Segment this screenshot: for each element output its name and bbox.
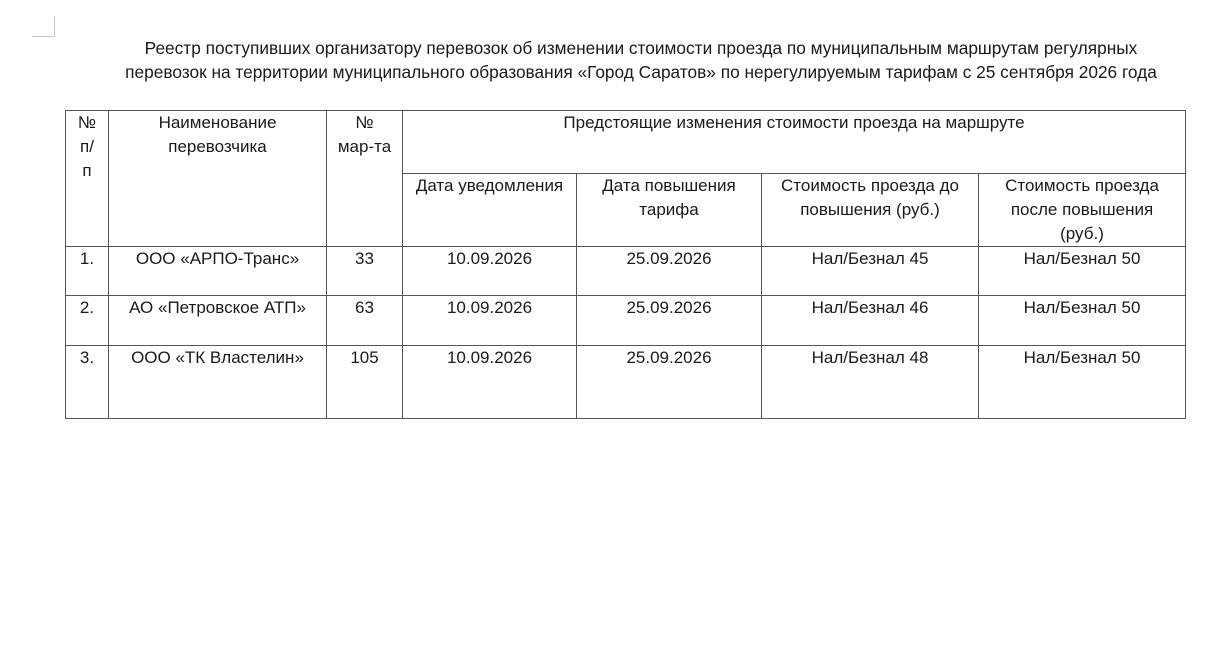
cell-raise-date: 25.09.2026 (577, 346, 762, 419)
cell-notice-date: 10.09.2026 (403, 296, 577, 346)
cell-price-after: Нал/Безнал 50 (979, 247, 1186, 296)
header-route-number (327, 111, 403, 247)
document-title-line-2: перевозок на территории муниципального образования «Город Саратов» по нерегулируемым тарифам с 25 сентября 2026 года (125, 62, 1157, 82)
cell-row-number: 1. (66, 247, 109, 296)
page-margin-corner-mark (32, 16, 55, 37)
cell-raise-date: 25.09.2026 (577, 247, 762, 296)
cell-notice-date: 10.09.2026 (403, 346, 577, 419)
header-row-number-line-3: п (82, 161, 92, 180)
header-carrier-line-2: перевозчика (168, 137, 267, 156)
header-raise-date (577, 174, 762, 247)
cell-carrier-name: АО «Петровское АТП» (109, 296, 327, 346)
fare-change-registry-table (65, 110, 1186, 419)
header-raise-date-line-2: тарифа (639, 200, 699, 219)
table-row (66, 247, 1186, 296)
table-row (66, 346, 1186, 419)
header-notice-date: Дата уведомления (403, 174, 577, 247)
header-upcoming-fare-changes: Предстоящие изменения стоимости проезда на маршруте (403, 111, 1186, 174)
cell-raise-date: 25.09.2026 (577, 296, 762, 346)
header-raise-date-line-1: Дата повышения (602, 176, 736, 195)
cell-route-number: 105 (327, 346, 403, 419)
cell-price-after: Нал/Безнал 50 (979, 346, 1186, 419)
cell-row-number: 2. (66, 296, 109, 346)
document-title (62, 36, 1220, 84)
cell-carrier-name: ООО «АРПО-Транс» (109, 247, 327, 296)
header-row-number-line-2: п/ (80, 137, 94, 156)
cell-notice-date: 10.09.2026 (403, 247, 577, 296)
header-price-before (762, 174, 979, 247)
cell-row-number: 3. (66, 346, 109, 419)
header-row-number-line-1: № (77, 113, 97, 132)
header-price-before-line-1: Стоимость проезда до (781, 176, 959, 195)
cell-price-before: Нал/Безнал 46 (762, 296, 979, 346)
cell-route-number: 63 (327, 296, 403, 346)
cell-route-number: 33 (327, 247, 403, 296)
header-route-line-2: мар-та (337, 137, 392, 156)
cell-price-before: Нал/Безнал 45 (762, 247, 979, 296)
cell-carrier-name: ООО «ТК Властелин» (109, 346, 327, 419)
header-price-before-line-2: повышения (руб.) (800, 200, 940, 219)
document-title-line-1: Реестр поступивших организатору перевозок об изменении стоимости проезда по муниципальным маршрутам регулярных (144, 38, 1138, 58)
cell-price-before: Нал/Безнал 48 (762, 346, 979, 419)
header-price-after-line-1: Стоимость проезда (1005, 176, 1159, 195)
header-carrier-name (109, 111, 327, 247)
header-price-after (979, 174, 1186, 247)
table-header-row-1 (66, 111, 1186, 174)
table-row (66, 296, 1186, 346)
header-carrier-line-1: Наименование (158, 113, 277, 132)
header-route-line-1: № (355, 113, 374, 132)
header-row-number (66, 111, 109, 247)
header-price-after-line-2: после повышения (1010, 200, 1154, 219)
cell-price-after: Нал/Безнал 50 (979, 296, 1186, 346)
header-price-after-line-3: (руб.) (1060, 224, 1104, 243)
